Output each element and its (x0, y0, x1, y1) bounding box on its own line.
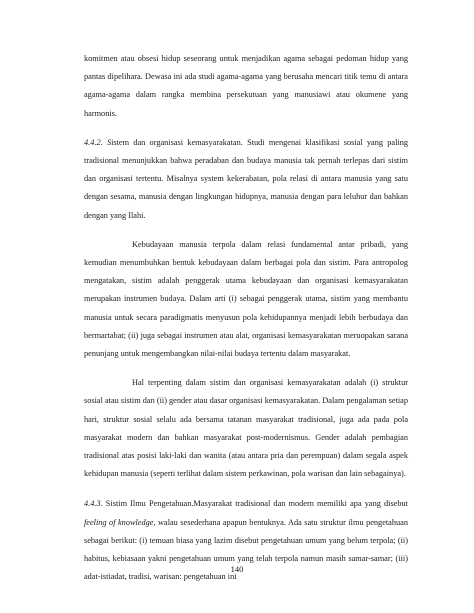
paragraph-continuation: komitmen atau obsesi hidup seseorang untuk menjadikan agama sebagai pedoman hidup yang pantas dipelihara. Dewasa ini ada studi agama-agama yang berusaha mencari titik temu di antara agama-agama dalam rangka membina persekutuan yang manusiawi atau okumene yang harmonis. (84, 54, 408, 118)
body-text (84, 50, 408, 586)
section-4-4-2 (84, 134, 408, 225)
section-number: 4.4.2. (84, 137, 103, 147)
paragraph-hal-terpenting: Hal terpenting dalam sistim dan organisasi kemasyarakatan adalah (i) struktur sosial atau sistim dan (ii) gender atau dasar organisasi kemasyarakatan. Dalam pengalaman setiap hari, struktur sosial selalu ada bersama tatanan masyarakat tradisional, juga ada pada pola masyarakat modern dan bahkan masyarakat post-modernismus. Gender adalah pembagian tradisional atas posisi laki-laki dan wanita (atau antara pria dan perempuan) dalam segala aspek kehidupan manusia (seperti terlihat dalam sistem perkawinan, pola warisan dan lain sebagainya). (84, 378, 409, 479)
emphasis-term: feeling of knowledge, (84, 517, 156, 527)
section-text-cont: walau sesederhana apapun bentuknya. Ada satu struktur ilmu pengetahuan sebagai berikut: (i) temuan biasa yang lazim disebut pengetahuan umum yang belum terpola; (ii) habitus, kebiasaan yakni pengetahuan umum yang telah terpola namun masih samar-samar; (iii) adat-istiadat, tradisi, warisan: pengetahuan ini (84, 517, 408, 582)
section-text: Sistim Ilmu Pengetahuan.Masyarakat tradisional dan modern memiliki apa yang disebut (102, 499, 408, 509)
section-number: 4.4.3. (84, 499, 103, 509)
paragraph-kebudayaan: Kebudayaan manusia terpola dalam relasi fundamental antar pribadi, yang kemudian menumbuhkan bentuk kebudayaan dalam berbagai pola dan sistim. Para antropolog mengatakan, sistim adalah penggerak utama kebudayaan dan organisasi kemasyarakatan merupakan instrumen budaya. Dalam arti (i) sebagai penggerak utama, sistim yang membantu manusia untuk secara paradigmatis menyusun pola kehidupannya menjadi lebih berbudaya dan bermartabat; (ii) juga sebagai instrumen atau alat, organisasi kemasyarakatan meruopakan sarana penunjang untuk mengembangkan nilai-nilai budaya tertentu dalam masyarakat. (84, 239, 408, 359)
page-number: 140 (230, 564, 244, 574)
section-text: istem dan organisasi kemasyarakatan. Studi mengenai klasifikasi sosial yang paling tradisional menunjukkan bahwa peradaban dan budaya manusia tak pernah terlepas dari sistim dan organisasi tertentu. Misalnya system kekerabatan, pola relasi di antara manusia yang satu dengan sesama, manusia dengan lingkungan hidupnya, manusia dengan para leluhur dan bahkan dengan yang Ilahi. (84, 137, 408, 220)
section-title-initial: S (106, 137, 112, 147)
